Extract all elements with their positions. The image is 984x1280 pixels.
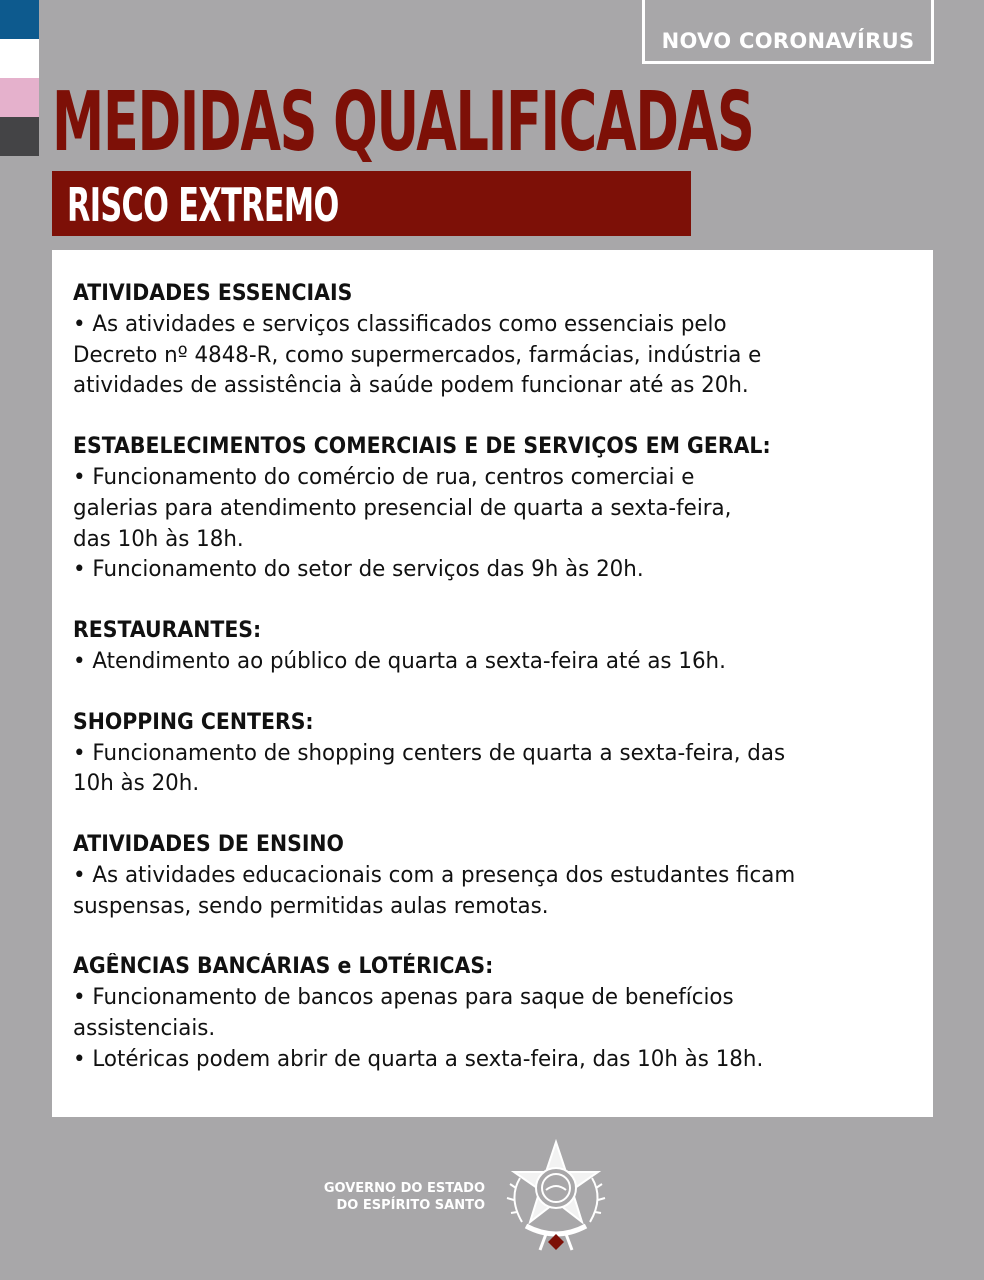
section-line: Decreto nº 4848-R, como supermercados, farmácias, indústria e <box>73 341 762 368</box>
section-title: ATIVIDADES DE ENSINO <box>73 832 344 858</box>
section-line: • Lotéricas podem abrir de quarta a sexta-feira, das 10h às 18h. <box>73 1045 764 1072</box>
section-line: atividades de assistência à saúde podem funcionar até as 20h. <box>73 372 749 399</box>
government-name <box>300 1180 485 1214</box>
flag-stripe-white <box>0 39 39 78</box>
section-essential-activities <box>73 278 912 401</box>
section-line: • Funcionamento de bancos apenas para saque de benefícios <box>73 984 734 1011</box>
risk-level-bar <box>52 171 691 236</box>
flag-stripes <box>0 0 39 156</box>
section-title: SHOPPING CENTERS: <box>73 709 314 735</box>
section-education <box>73 829 912 921</box>
topic-badge <box>642 0 934 64</box>
topic-badge-label: NOVO CORONAVÍRUS <box>661 29 915 53</box>
section-line: • Funcionamento do setor de serviços das 9h às 20h. <box>73 556 644 583</box>
section-commerce-services <box>73 431 912 585</box>
measures-card <box>52 250 933 1117</box>
section-line: suspensas, sendo permitidas aulas remotas. <box>73 892 549 919</box>
section-line: • Atendimento ao público de quarta a sexta-feira até as 16h. <box>73 647 726 674</box>
government-name-line1: GOVERNO DO ESTADO <box>323 1181 485 1196</box>
page-title: MEDIDAS QUALIFICADAS <box>52 75 754 170</box>
section-line: • As atividades educacionais com a presença dos estudantes ficam <box>73 862 796 889</box>
flag-stripe-dark <box>0 117 39 156</box>
section-line: 10h às 20h. <box>73 770 200 797</box>
section-shopping-centers <box>73 707 912 799</box>
section-title: ATIVIDADES ESSENCIAIS <box>73 281 353 306</box>
section-title: AGÊNCIAS BANCÁRIAS e LOTÉRICAS: <box>73 954 494 980</box>
section-title: ESTABELECIMENTOS COMERCIAIS E DE SERVIÇOS EM GERAL: <box>73 434 771 460</box>
section-line: • Funcionamento de shopping centers de quarta a sexta-feira, das <box>73 739 786 766</box>
section-line: • Funcionamento do comércio de rua, centros comerciai e <box>73 464 695 491</box>
risk-level-label: RISCO EXTREMO <box>67 178 339 232</box>
section-line: das 10h às 18h. <box>73 525 244 552</box>
section-banks-lotteries <box>73 951 912 1074</box>
section-line: galerias para atendimento presencial de quarta a sexta-feira, <box>73 494 732 521</box>
flag-stripe-pink <box>0 78 39 117</box>
section-line: • As atividades e serviços classificados como essenciais pelo <box>73 311 727 337</box>
coat-of-arms-icon <box>500 1138 612 1254</box>
section-title: RESTAURANTES: <box>73 617 262 643</box>
flag-stripe-blue <box>0 0 39 39</box>
section-line: assistenciais. <box>73 1015 216 1042</box>
section-restaurants <box>73 615 912 677</box>
government-name-line2: DO ESPÍRITO SANTO <box>336 1198 485 1213</box>
